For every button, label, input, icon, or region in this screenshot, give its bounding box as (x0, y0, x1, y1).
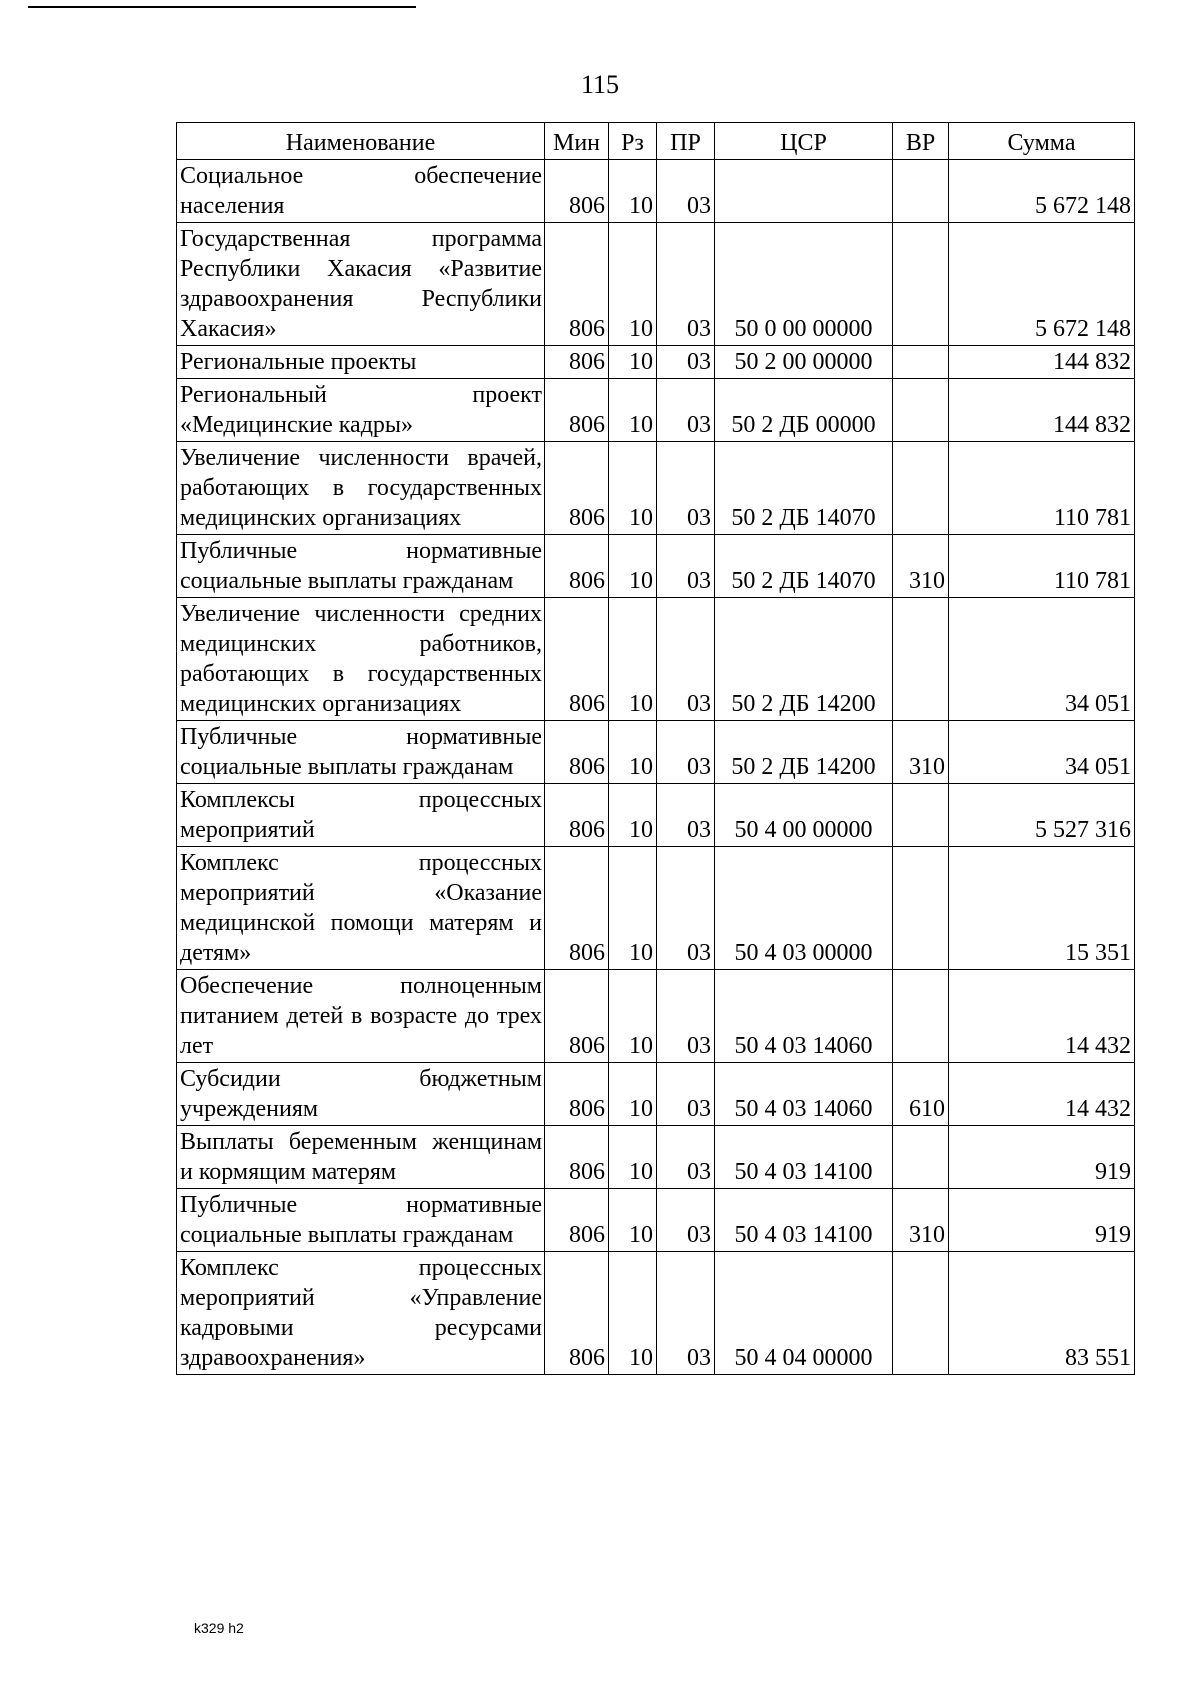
cell-rz: 10 (609, 598, 657, 721)
cell-csr: 50 4 03 14060 (715, 1063, 893, 1126)
cell-vr: 310 (893, 535, 949, 598)
cell-pr: 03 (657, 379, 715, 442)
cell-min: 806 (545, 223, 609, 346)
cell-vr: 610 (893, 1063, 949, 1126)
cell-sum: 919 (949, 1126, 1135, 1189)
cell-rz: 10 (609, 1189, 657, 1252)
cell-name: Региональный проект «Медицинские кадры» (177, 379, 545, 442)
table-row (177, 721, 1135, 784)
cell-csr: 50 2 ДБ 14070 (715, 535, 893, 598)
cell-min: 806 (545, 1063, 609, 1126)
cell-rz: 10 (609, 1126, 657, 1189)
cell-sum: 5 672 148 (949, 223, 1135, 346)
cell-vr (893, 1252, 949, 1375)
cell-name: Выплаты беременным женщинам и кормящим матерям (177, 1126, 545, 1189)
table-row (177, 598, 1135, 721)
cell-name: Социальное обеспечение населения (177, 160, 545, 223)
cell-min: 806 (545, 970, 609, 1063)
cell-min: 806 (545, 535, 609, 598)
cell-pr: 03 (657, 721, 715, 784)
cell-sum: 5 527 316 (949, 784, 1135, 847)
cell-csr: 50 2 ДБ 14070 (715, 442, 893, 535)
cell-vr (893, 598, 949, 721)
header-name: Наименование (177, 123, 545, 160)
cell-vr (893, 847, 949, 970)
cell-csr: 50 2 ДБ 00000 (715, 379, 893, 442)
cell-csr: 50 4 03 14100 (715, 1189, 893, 1252)
table-row (177, 535, 1135, 598)
cell-name: Увеличение численности средних медицинских работников, работающих в государственных медицинских организациях (177, 598, 545, 721)
cell-sum: 34 051 (949, 598, 1135, 721)
cell-csr: 50 4 03 14060 (715, 970, 893, 1063)
cell-csr: 50 2 00 00000 (715, 346, 893, 379)
cell-rz: 10 (609, 784, 657, 847)
cell-sum: 14 432 (949, 970, 1135, 1063)
cell-vr (893, 379, 949, 442)
budget-table (176, 122, 1135, 1375)
cell-vr (893, 784, 949, 847)
header-vr: ВР (893, 123, 949, 160)
table-row (177, 442, 1135, 535)
table-row (177, 1063, 1135, 1126)
cell-pr: 03 (657, 223, 715, 346)
cell-sum: 34 051 (949, 721, 1135, 784)
cell-csr: 50 4 04 00000 (715, 1252, 893, 1375)
cell-csr: 50 4 03 14100 (715, 1126, 893, 1189)
cell-vr (893, 346, 949, 379)
cell-pr: 03 (657, 346, 715, 379)
header-csr: ЦСР (715, 123, 893, 160)
table-row (177, 160, 1135, 223)
cell-vr: 310 (893, 721, 949, 784)
table-row (177, 346, 1135, 379)
cell-pr: 03 (657, 1252, 715, 1375)
cell-rz: 10 (609, 160, 657, 223)
header-rz: Рз (609, 123, 657, 160)
header-sum: Сумма (949, 123, 1135, 160)
table-row (177, 1252, 1135, 1375)
cell-name: Публичные нормативные социальные выплаты гражданам (177, 535, 545, 598)
cell-name: Увеличение численности врачей, работающих в государственных медицинских организациях (177, 442, 545, 535)
cell-min: 806 (545, 1126, 609, 1189)
cell-sum: 110 781 (949, 535, 1135, 598)
cell-name: Комплекс процессных мероприятий «Оказание медицинской помощи матерям и детям» (177, 847, 545, 970)
cell-rz: 10 (609, 1063, 657, 1126)
table-row (177, 784, 1135, 847)
cell-sum: 144 832 (949, 379, 1135, 442)
table-row (177, 847, 1135, 970)
cell-pr: 03 (657, 1063, 715, 1126)
table-row (177, 379, 1135, 442)
cell-sum: 110 781 (949, 442, 1135, 535)
cell-rz: 10 (609, 1252, 657, 1375)
cell-name: Публичные нормативные социальные выплаты гражданам (177, 721, 545, 784)
cell-pr: 03 (657, 598, 715, 721)
cell-min: 806 (545, 160, 609, 223)
cell-sum: 5 672 148 (949, 160, 1135, 223)
table-row (177, 1126, 1135, 1189)
cell-name: Комплексы процессных мероприятий (177, 784, 545, 847)
table-header-row (177, 123, 1135, 160)
table-row (177, 1189, 1135, 1252)
cell-pr: 03 (657, 535, 715, 598)
cell-rz: 10 (609, 847, 657, 970)
cell-sum: 919 (949, 1189, 1135, 1252)
cell-sum: 83 551 (949, 1252, 1135, 1375)
cell-rz: 10 (609, 721, 657, 784)
header-min: Мин (545, 123, 609, 160)
footer-code: k329 h2 (194, 1620, 244, 1636)
cell-csr (715, 160, 893, 223)
table-row (177, 970, 1135, 1063)
table-row (177, 223, 1135, 346)
cell-min: 806 (545, 721, 609, 784)
cell-csr: 50 4 00 00000 (715, 784, 893, 847)
cell-vr (893, 970, 949, 1063)
cell-csr: 50 4 03 00000 (715, 847, 893, 970)
cell-pr: 03 (657, 847, 715, 970)
cell-vr: 310 (893, 1189, 949, 1252)
cell-min: 806 (545, 1252, 609, 1375)
cell-min: 806 (545, 784, 609, 847)
cell-name: Региональные проекты (177, 346, 545, 379)
cell-sum: 15 351 (949, 847, 1135, 970)
cell-sum: 14 432 (949, 1063, 1135, 1126)
cell-rz: 10 (609, 535, 657, 598)
cell-min: 806 (545, 442, 609, 535)
top-rule (28, 6, 416, 8)
cell-pr: 03 (657, 970, 715, 1063)
cell-sum: 144 832 (949, 346, 1135, 379)
cell-rz: 10 (609, 223, 657, 346)
cell-rz: 10 (609, 970, 657, 1063)
cell-min: 806 (545, 847, 609, 970)
cell-min: 806 (545, 379, 609, 442)
cell-name: Обеспечение полноценным питанием детей в возрасте до трех лет (177, 970, 545, 1063)
cell-pr: 03 (657, 442, 715, 535)
cell-vr (893, 160, 949, 223)
cell-rz: 10 (609, 442, 657, 535)
cell-csr: 50 0 00 00000 (715, 223, 893, 346)
cell-min: 806 (545, 598, 609, 721)
cell-pr: 03 (657, 784, 715, 847)
cell-name: Публичные нормативные социальные выплаты гражданам (177, 1189, 545, 1252)
cell-vr (893, 1126, 949, 1189)
page-number: 115 (580, 70, 620, 99)
cell-name: Государственная программа Республики Хакасия «Развитие здравоохранения Республики Хакасия» (177, 223, 545, 346)
cell-rz: 10 (609, 346, 657, 379)
cell-name: Субсидии бюджетным учреждениям (177, 1063, 545, 1126)
cell-min: 806 (545, 1189, 609, 1252)
cell-csr: 50 2 ДБ 14200 (715, 721, 893, 784)
cell-pr: 03 (657, 1126, 715, 1189)
cell-rz: 10 (609, 379, 657, 442)
cell-vr (893, 223, 949, 346)
header-pr: ПР (657, 123, 715, 160)
cell-pr: 03 (657, 1189, 715, 1252)
cell-vr (893, 442, 949, 535)
cell-csr: 50 2 ДБ 14200 (715, 598, 893, 721)
cell-min: 806 (545, 346, 609, 379)
cell-name: Комплекс процессных мероприятий «Управление кадровыми ресурсами здравоохранения» (177, 1252, 545, 1375)
cell-pr: 03 (657, 160, 715, 223)
